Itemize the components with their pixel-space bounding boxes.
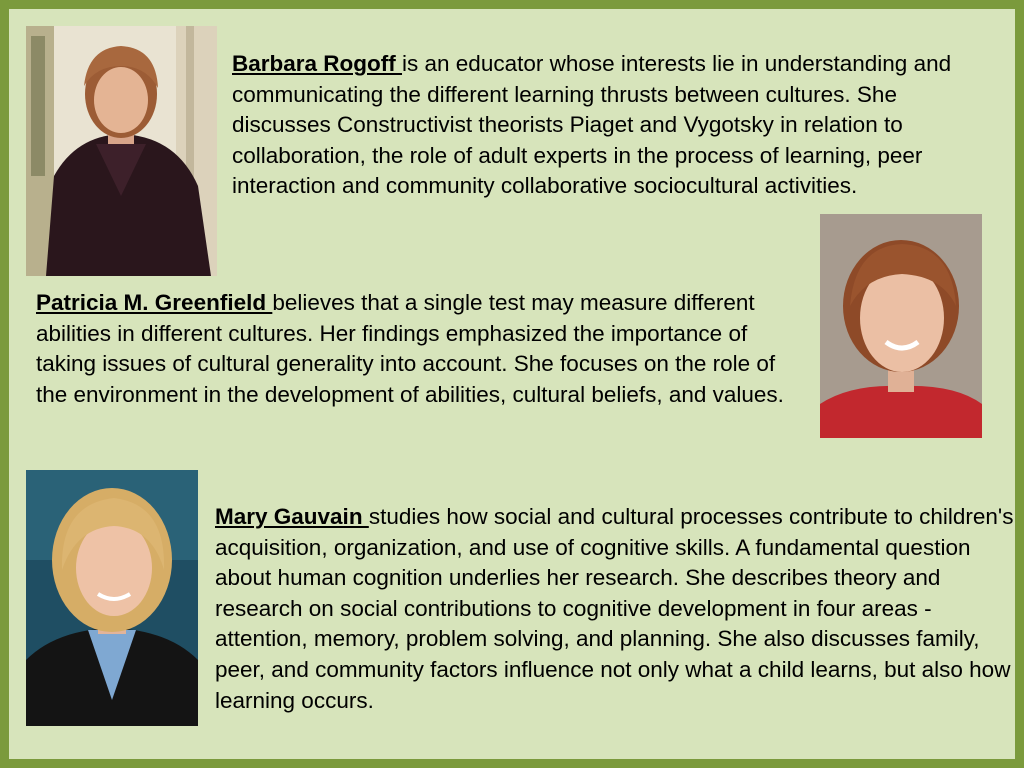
bio-patricia-greenfield <box>36 288 796 410</box>
bio-name: Patricia M. Greenfield <box>36 290 273 315</box>
bio-name: Barbara Rogoff <box>232 51 403 76</box>
portrait-photo-barbara-rogoff <box>26 26 217 276</box>
bio-text: studies how social and cultural processes contribute to children's acquisition, organization, and use of cognitive skills. A fundamental question about human cognition underlies her research. She describes theory and research on social contributions to cognitive development in four areas - attention, memory, problem solving, and planning. She also discusses family, peer, and community factors influence not only what a child learns, but also how learning occurs. <box>215 504 1014 713</box>
portrait-photo-mary-gauvain <box>26 470 198 726</box>
bio-name: Mary Gauvain <box>215 504 369 529</box>
bio-text: is an educator whose interests lie in understanding and communicating the different learning thrusts between cultures. She discusses Constructivist theorists Piaget and Vygotsky in relation to collaboration, the role of adult experts in the process of learning, peer interaction and community collaborative sociocultural activities. <box>232 51 952 199</box>
bio-mary-gauvain <box>215 502 1015 716</box>
slide <box>9 9 1015 759</box>
portrait-photo-patricia-greenfield <box>820 214 982 438</box>
bio-barbara-rogoff <box>232 49 992 202</box>
bio-text: believes that a single test may measure different abilities in different cultures. Her findings emphasized the importance of taking issues of cultural generality into account. She focuses on the role of the environment in the development of abilities, cultural beliefs, and values. <box>36 290 784 407</box>
